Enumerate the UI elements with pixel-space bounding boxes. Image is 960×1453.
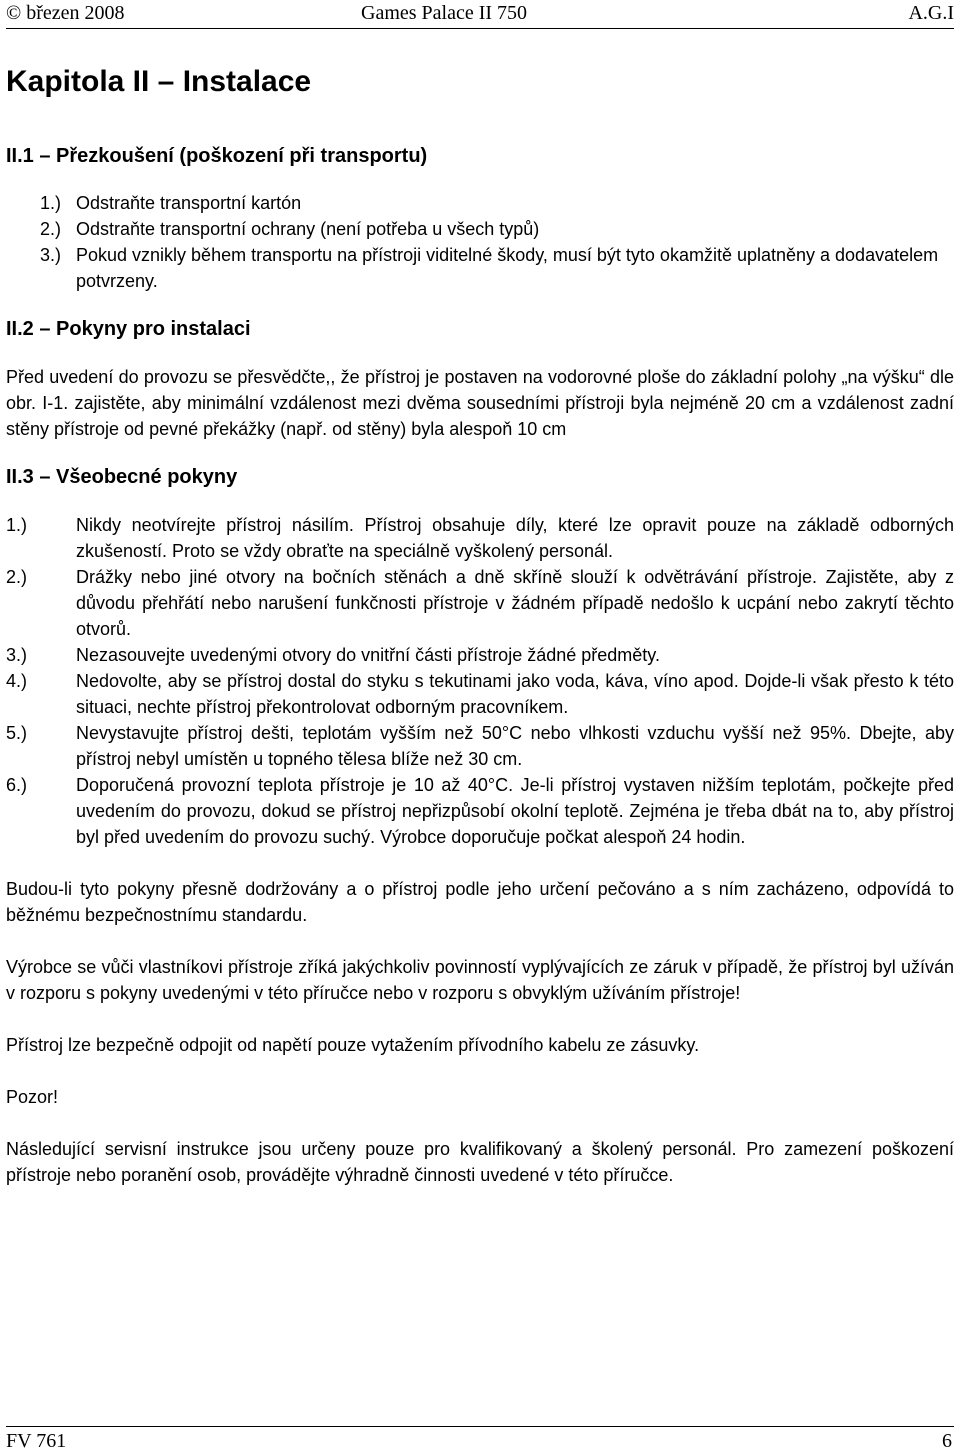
header-copyright: © březen 2008 [6,2,125,24]
list-item [6,668,954,720]
list-item-number: 6.) [6,775,28,795]
list-item-text: Nevystavujte přístroj dešti, teplotám vyšším než 50°C nebo vlhkosti vzduchu vyšší než 95%. Dbejte, aby přístroj nebyl umístěn u topného tělesa blíže než 30 cm. [76,723,954,769]
list-item-text: Nikdy neotvírejte přístroj násilím. Přístroj obsahuje díly, které lze opravit pouze na základě odborných zkušeností. Proto se vždy obraťte na speciálně vyškolený personál. [76,515,954,561]
list-item-number: 1.) [40,193,62,213]
page-footer [6,1426,954,1453]
list-item-text: Nezasouvejte uvedenými otvory do vnitřní části přístroje žádné předměty. [76,645,660,665]
list-item-number: 3.) [6,645,28,665]
transport-check-list [6,190,954,294]
list-item-text: Odstraňte transportní ochrany (není potřeba u všech typů) [76,219,540,239]
list-item [6,720,954,772]
list-item-text: Doporučená provozní teplota přístroje je 10 až 40°C. Je-li přístroj vystaven nižším teplotám, počkejte před uvedením do provozu, dokud se přístroj nepřizpůsobí okolní teplotě. Zejména je třeba dbát na to, aby přístroj byl před uvedením do provozu suchý. Výrobce doporučuje počkat alespoň 24 hodin. [76,775,954,847]
service-instructions-paragraph: Následující servisní instrukce jsou určeny pouze pro kvalifikovaný a školený personál. Pro zamezení poškození přístroje nebo poranění osob, provádějte výhradně činnosti uvedené v této příručce. [6,1139,954,1185]
page-header [6,0,954,29]
section-title-3: II.3 – Všeobecné pokyny [6,466,238,488]
disconnect-paragraph: Přístroj lze bezpečně odpojit od napětí pouze vytažením přívodního kabelu ze zásuvky. [6,1035,700,1055]
list-item-number: 5.) [6,723,28,743]
section-title-1: II.1 – Přezkoušení (poškození při transportu) [6,145,428,167]
list-item-text: Drážky nebo jiné otvory na bočních stěnách a dně skříně slouží k odvětrávání přístroje. Zajistěte, aby z důvodu přehřátí nebo narušení funkčnosti přístroje v žádném případě nedošlo k ucpání nebo zakrytí těchto otvorů. [76,567,954,639]
page-number: 6 [942,1430,952,1452]
list-item-text: Nedovolte, aby se přístroj dostal do styku s tekutinami jako voda, káva, víno apod. Dojde-li však přesto k této situaci, nechte přístroj překontrolovat odborným pracovníkem. [76,671,954,717]
list-item [6,642,954,668]
warning-label: Pozor! [6,1087,59,1107]
list-item [6,564,954,642]
list-item [6,512,954,564]
warranty-paragraph: Výrobce se vůči vlastníkovi přístroje zříká jakýchkoliv povinností vyplývajících ze záruk v případě, že přístroj byl užíván v rozporu s pokyny uvedenými v této příručce nebo v rozporu s obvyklým užíváním přístroje! [6,957,954,1003]
header-company: A.G.I [908,2,954,24]
list-item-text: Odstraňte transportní kartón [76,193,302,213]
installation-paragraph: Před uvedení do provozu se přesvědčte,, že přístroj je postaven na vodorovné ploše do základní polohy „na výšku“ dle obr. I-1. zajistěte, aby minimální vzdálenost mezi dvěma sousedními přístroji byla nejméně 20 cm a vzdálenost zadní stěny přístroje od pevné překážky (např. od stěny) byla alespoň 10 cm [6,367,954,439]
list-item-number: 2.) [40,219,62,239]
list-item [6,242,954,294]
header-product-name: Games Palace II 750 [361,2,528,24]
list-item [6,772,954,850]
footer-model: FV 761 [6,1430,67,1452]
safety-standard-paragraph: Budou-li tyto pokyny přesně dodržovány a o přístroj podle jeho určení pečováno a s ním zacházeno, odpovídá to běžnému bezpečnostnímu standardu. [6,879,954,925]
list-item [6,216,954,242]
list-item-number: 2.) [6,567,28,587]
section-title-2: II.2 – Pokyny pro instalaci [6,318,251,340]
general-instructions-list [6,512,954,850]
list-item-number: 4.) [6,671,28,691]
list-item [6,190,954,216]
chapter-title: Kapitola II – Instalace [6,65,312,98]
list-item-number: 1.) [6,515,28,535]
list-item-number: 3.) [40,245,62,265]
page-content [6,62,954,1188]
list-item-text: Pokud vznikly během transportu na přístroji viditelné škody, musí být tyto okamžitě uplatněny a dodavatelem potvrzeny. [76,245,939,291]
